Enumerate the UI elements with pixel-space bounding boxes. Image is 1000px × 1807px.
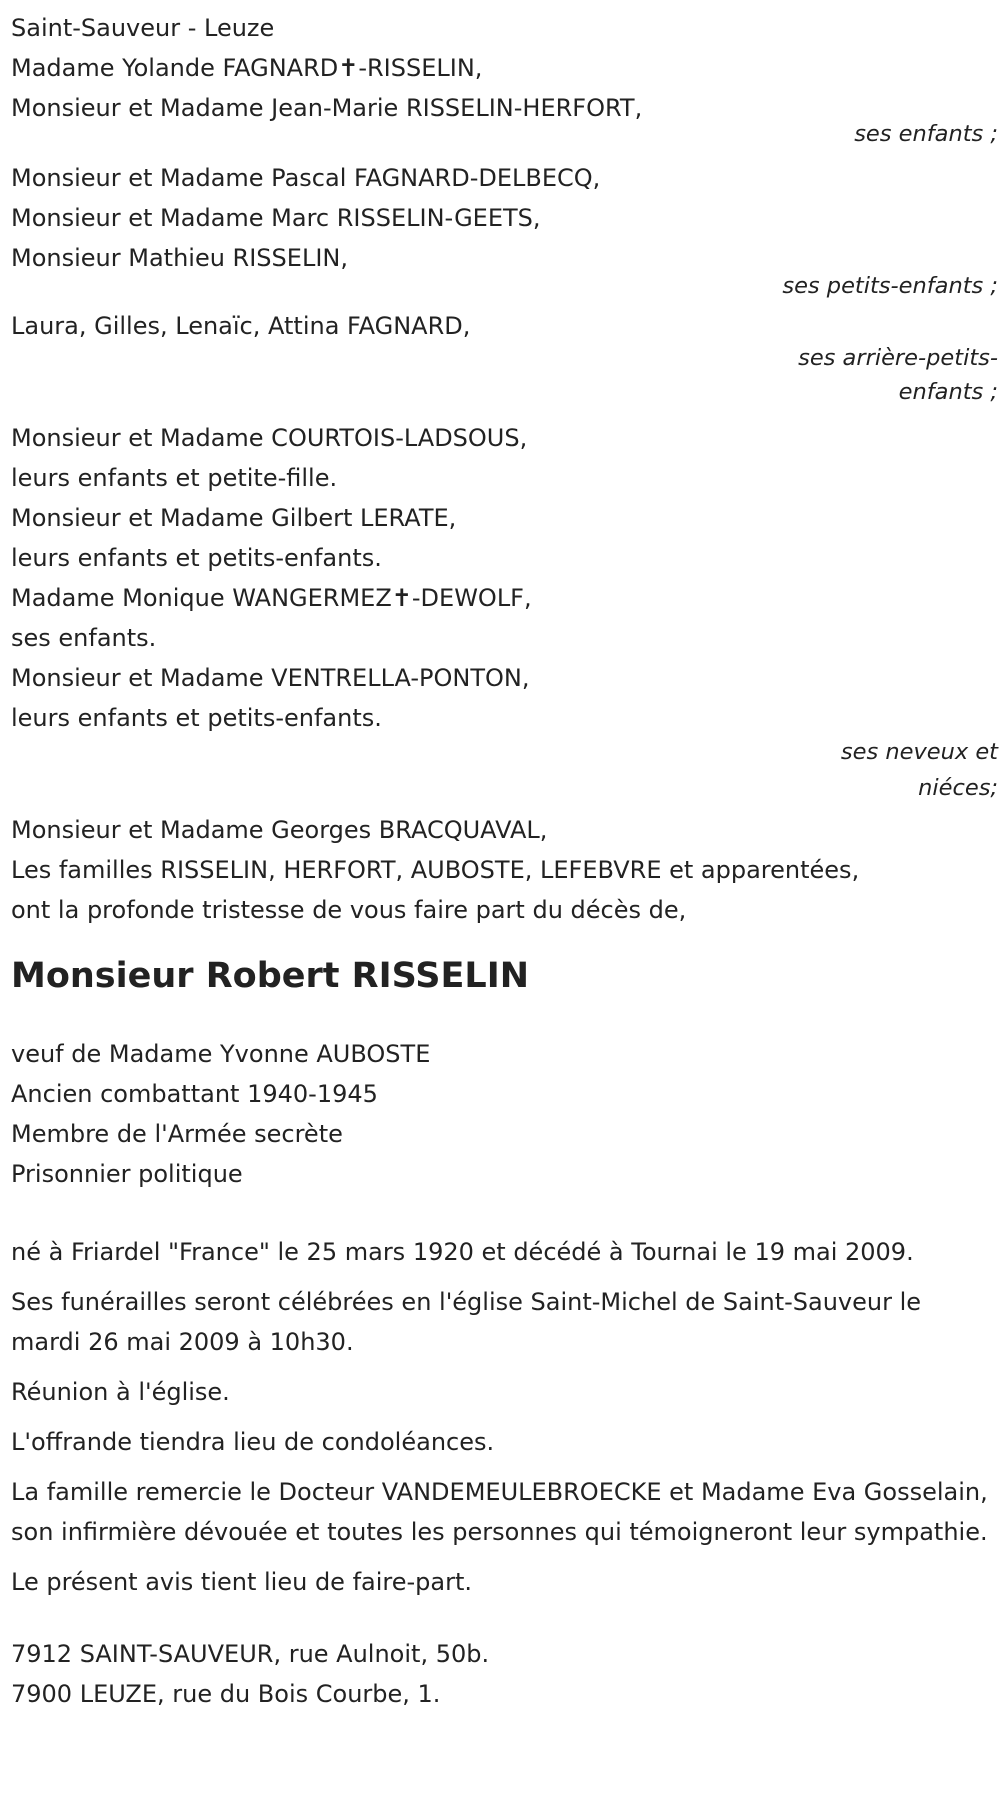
family-line: Laura, Gilles, Lenaïc, Attina FAGNARD, <box>11 312 471 340</box>
detail-line: veuf de Madame Yvonne AUBOSTE <box>11 1040 431 1068</box>
family-line: Les familles RISSELIN, HERFORT, AUBOSTE, LEFEBVRE et apparentées, <box>11 856 860 884</box>
family-line: Monsieur et Madame Pascal FAGNARD-DELBECQ, <box>11 164 601 192</box>
address-line: 7912 SAINT-SAUVEUR, rue Aulnoit, 50b. <box>11 1640 490 1668</box>
birth-death-paragraph: né à Friardel "France" le 25 mars 1920 et décédé à Tournai le 19 mai 2009. <box>11 1238 914 1266</box>
family-line: Monsieur et Madame VENTRELLA-PONTON, <box>11 664 530 692</box>
announcement-line: ont la profonde tristesse de vous faire part du décès de, <box>11 896 687 924</box>
header-location: Saint-Sauveur - Leuze <box>11 14 275 42</box>
family-line: leurs enfants et petite-fille. <box>11 464 338 492</box>
funeral-paragraph: Ses funérailles seront célébrées en l'église Saint-Michel de Saint-Sauveur le mardi 26 mai 2009 à 10h30. <box>11 1288 922 1356</box>
thanks-paragraph: La famille remercie le Docteur VANDEMEULEBROECKE et Madame Eva Gosselain, son infirmière dévouée et toutes les personnes qui témoigneront leur sympathie. <box>11 1478 988 1546</box>
addresses-block <box>11 1634 998 1714</box>
others-block <box>11 810 998 930</box>
detail-line: Membre de l'Armée secrète <box>11 1120 343 1148</box>
family-line: Monsieur et Madame Jean-Marie RISSELIN-HERFORT, <box>11 94 643 122</box>
deceased-name: Monsieur Robert RISSELIN <box>11 956 530 996</box>
notice-paragraph: Le présent avis tient lieu de faire-part. <box>11 1568 473 1596</box>
detail-line: Prisonnier politique <box>11 1160 243 1188</box>
death-notice <box>11 8 998 1714</box>
family-line: Monsieur et Madame Gilbert LERATE, <box>11 504 457 532</box>
meeting-paragraph: Réunion à l'église. <box>11 1378 230 1406</box>
family-line: Monsieur et Madame COURTOIS-LADSOUS, <box>11 424 528 452</box>
family-line: Madame Monique WANGERMEZ✝-DEWOLF, <box>11 584 532 612</box>
address-line: 7900 LEUZE, rue du Bois Courbe, 1. <box>11 1680 441 1708</box>
nephews-role-2: niéces; <box>918 775 998 801</box>
family-line: ses enfants. <box>11 624 157 652</box>
children-role: ses enfants ; <box>854 121 998 147</box>
grandchildren-block <box>11 158 998 304</box>
detail-line: Ancien combattant 1940-1945 <box>11 1080 378 1108</box>
family-line: Madame Yolande FAGNARD✝-RISSELIN, <box>11 54 483 82</box>
family-line: Monsieur et Madame Georges BRACQUAVAL, <box>11 816 548 844</box>
great-grandchildren-role-2: enfants ; <box>898 379 998 405</box>
nephews-role-1: ses neveux et <box>840 739 998 765</box>
deceased-details <box>11 1034 998 1194</box>
great-grandchildren-role-1: ses arrière-petits- <box>798 345 998 371</box>
family-line: leurs enfants et petits-enfants. <box>11 704 382 732</box>
family-line: leurs enfants et petits-enfants. <box>11 544 382 572</box>
notice-paragraphs <box>11 1232 996 1602</box>
grandchildren-role: ses petits-enfants ; <box>782 273 998 299</box>
children-block <box>11 48 998 152</box>
family-line: Monsieur Mathieu RISSELIN, <box>11 244 348 272</box>
offering-paragraph: L'offrande tiendra lieu de condoléances. <box>11 1428 495 1456</box>
great-grandchildren-block <box>11 306 998 410</box>
family-line: Monsieur et Madame Marc RISSELIN-GEETS, <box>11 204 541 232</box>
nephews-block <box>11 418 998 806</box>
